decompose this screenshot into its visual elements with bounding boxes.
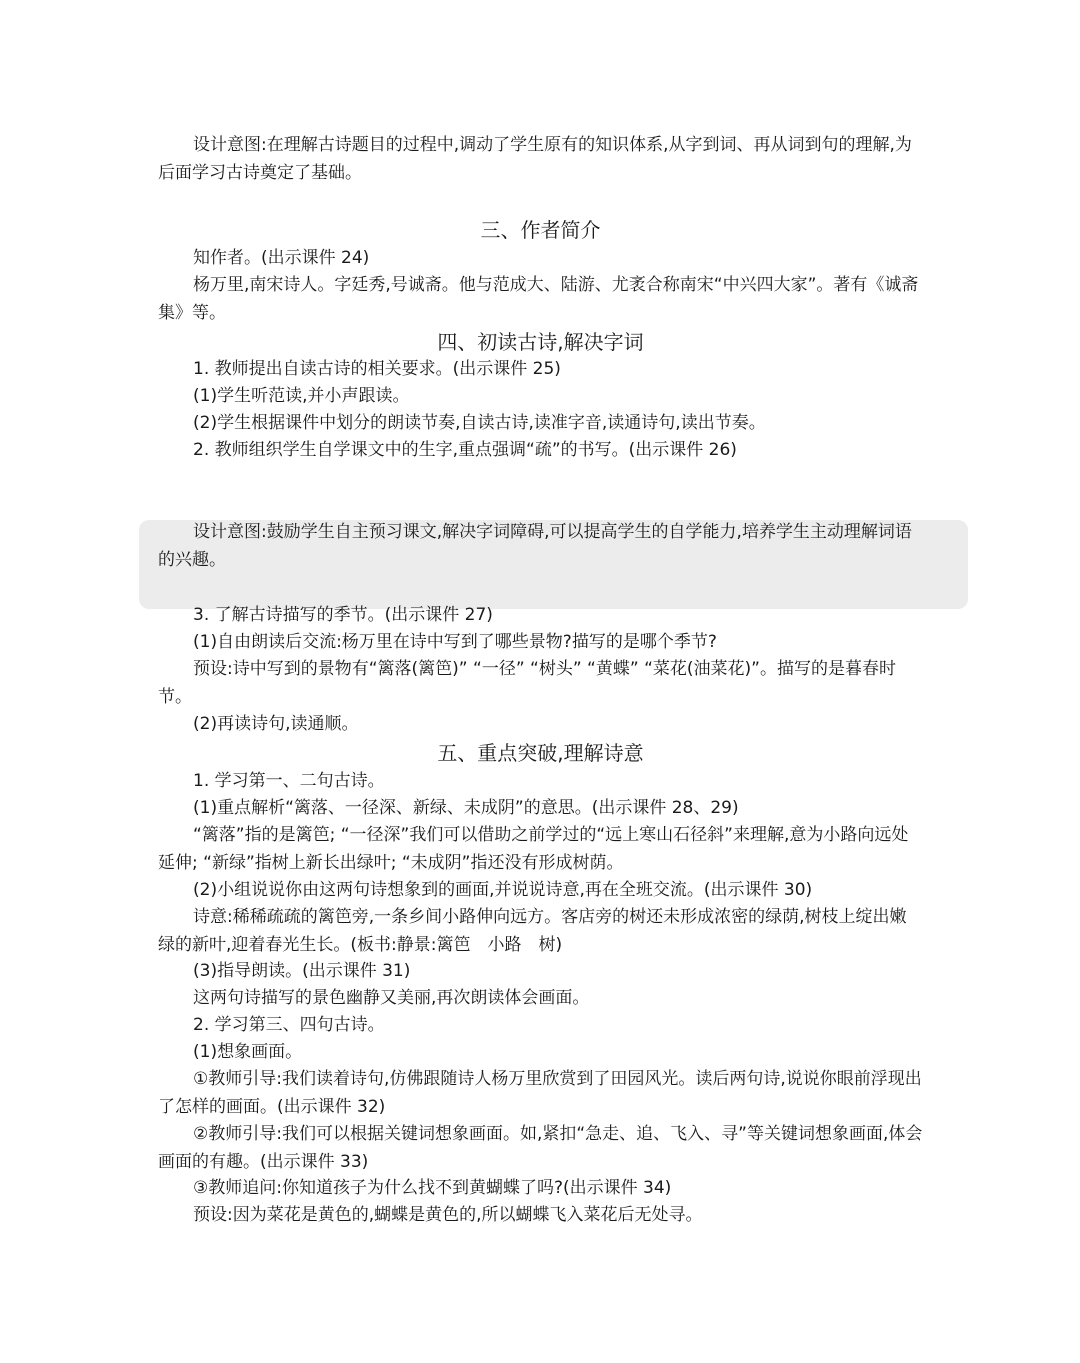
paragraph: “篱落”指的是篱笆; “一径深”我们可以借助之前学过的“远上寒山石径斜”来理解,意为小路向远处延伸; “新绿”指树上新长出绿叶; “未成阴”指还没有形成树荫。 xyxy=(158,825,909,873)
paragraph: 2. 教师组织学生自学课文中的生字,重点强调“疏”的书写。(出示课件 26) xyxy=(193,440,737,460)
paragraph: ③教师追问:你知道孩子为什么找不到黄蝴蝶了吗?(出示课件 34) xyxy=(193,1178,672,1198)
paragraph: (1)重点解析“篱落、一径深、新绿、未成阴”的意思。(出示课件 28、29) xyxy=(193,798,739,818)
paragraph: 1. 学习第一、二句古诗。 xyxy=(193,771,385,791)
section-heading-author: 三、作者简介 xyxy=(480,218,601,242)
paragraph: 预设:诗中写到的景物有“篱落(篱笆)” “一径” “树头” “黄蝶” “菜花(油菜花)”。描写的是暮春时节。 xyxy=(158,659,896,707)
paragraph: 知作者。(出示课件 24) xyxy=(193,248,370,268)
paragraph: (1)自由朗读后交流:杨万里在诗中写到了哪些景物?描写的是哪个季节? xyxy=(193,632,717,652)
design-intent-paragraph-2: 设计意图:鼓励学生自主预习课文,解决字词障碍,可以提高学生的自学能力,培养学生主动理解词语的兴趣。 xyxy=(158,522,912,570)
paragraph: (2)再读诗句,读通顺。 xyxy=(193,714,359,734)
section-heading-first-reading: 四、初读古诗,解决字词 xyxy=(437,330,644,354)
paragraph: ②教师引导:我们可以根据关键词想象画面。如,紧扣“急走、追、飞入、寻”等关键词想象画面,体会画面的有趣。(出示课件 33) xyxy=(158,1124,923,1172)
paragraph: (2)小组说说你由这两句诗想象到的画面,并说说诗意,再在全班交流。(出示课件 30) xyxy=(193,880,813,900)
section-heading-key-breakthrough: 五、重点突破,理解诗意 xyxy=(437,741,644,765)
paragraph: 预设:因为菜花是黄色的,蝴蝶是黄色的,所以蝴蝶飞入菜花后无处寻。 xyxy=(193,1205,703,1225)
design-intent-paragraph-1: 设计意图:在理解古诗题目的过程中,调动了学生原有的知识体系,从字到词、再从词到句的理解,为后面学习古诗奠定了基础。 xyxy=(158,135,912,183)
author-bio-paragraph: 杨万里,南宋诗人。字廷秀,号诚斋。他与范成大、陆游、尤袤合称南宋“中兴四大家”。著有《诚斋集》等。 xyxy=(158,275,919,323)
paragraph: 2. 学习第三、四句古诗。 xyxy=(193,1015,385,1035)
paragraph: 诗意:稀稀疏疏的篱笆旁,一条乡间小路伸向远方。客店旁的树还未形成浓密的绿荫,树枝上绽出嫩绿的新叶,迎着春光生长。(板书:静景:篱笆 小路 树) xyxy=(158,907,907,955)
paragraph: 这两句诗描写的景色幽静又美丽,再次朗读体会画面。 xyxy=(193,988,590,1008)
paragraph: (1)想象画面。 xyxy=(193,1042,303,1062)
paragraph: ①教师引导:我们读着诗句,仿佛跟随诗人杨万里欣赏到了田园风光。读后两句诗,说说你眼前浮现出了怎样的画面。(出示课件 32) xyxy=(158,1069,922,1117)
paragraph: 1. 教师提出自读古诗的相关要求。(出示课件 25) xyxy=(193,359,561,379)
paragraph: (3)指导朗读。(出示课件 31) xyxy=(193,961,411,981)
paragraph: 3. 了解古诗描写的季节。(出示课件 27) xyxy=(193,605,493,625)
paragraph: (1)学生听范读,并小声跟读。 xyxy=(193,386,410,406)
paragraph: (2)学生根据课件中划分的朗读节奏,自读古诗,读准字音,读通诗句,读出节奏。 xyxy=(193,413,766,433)
